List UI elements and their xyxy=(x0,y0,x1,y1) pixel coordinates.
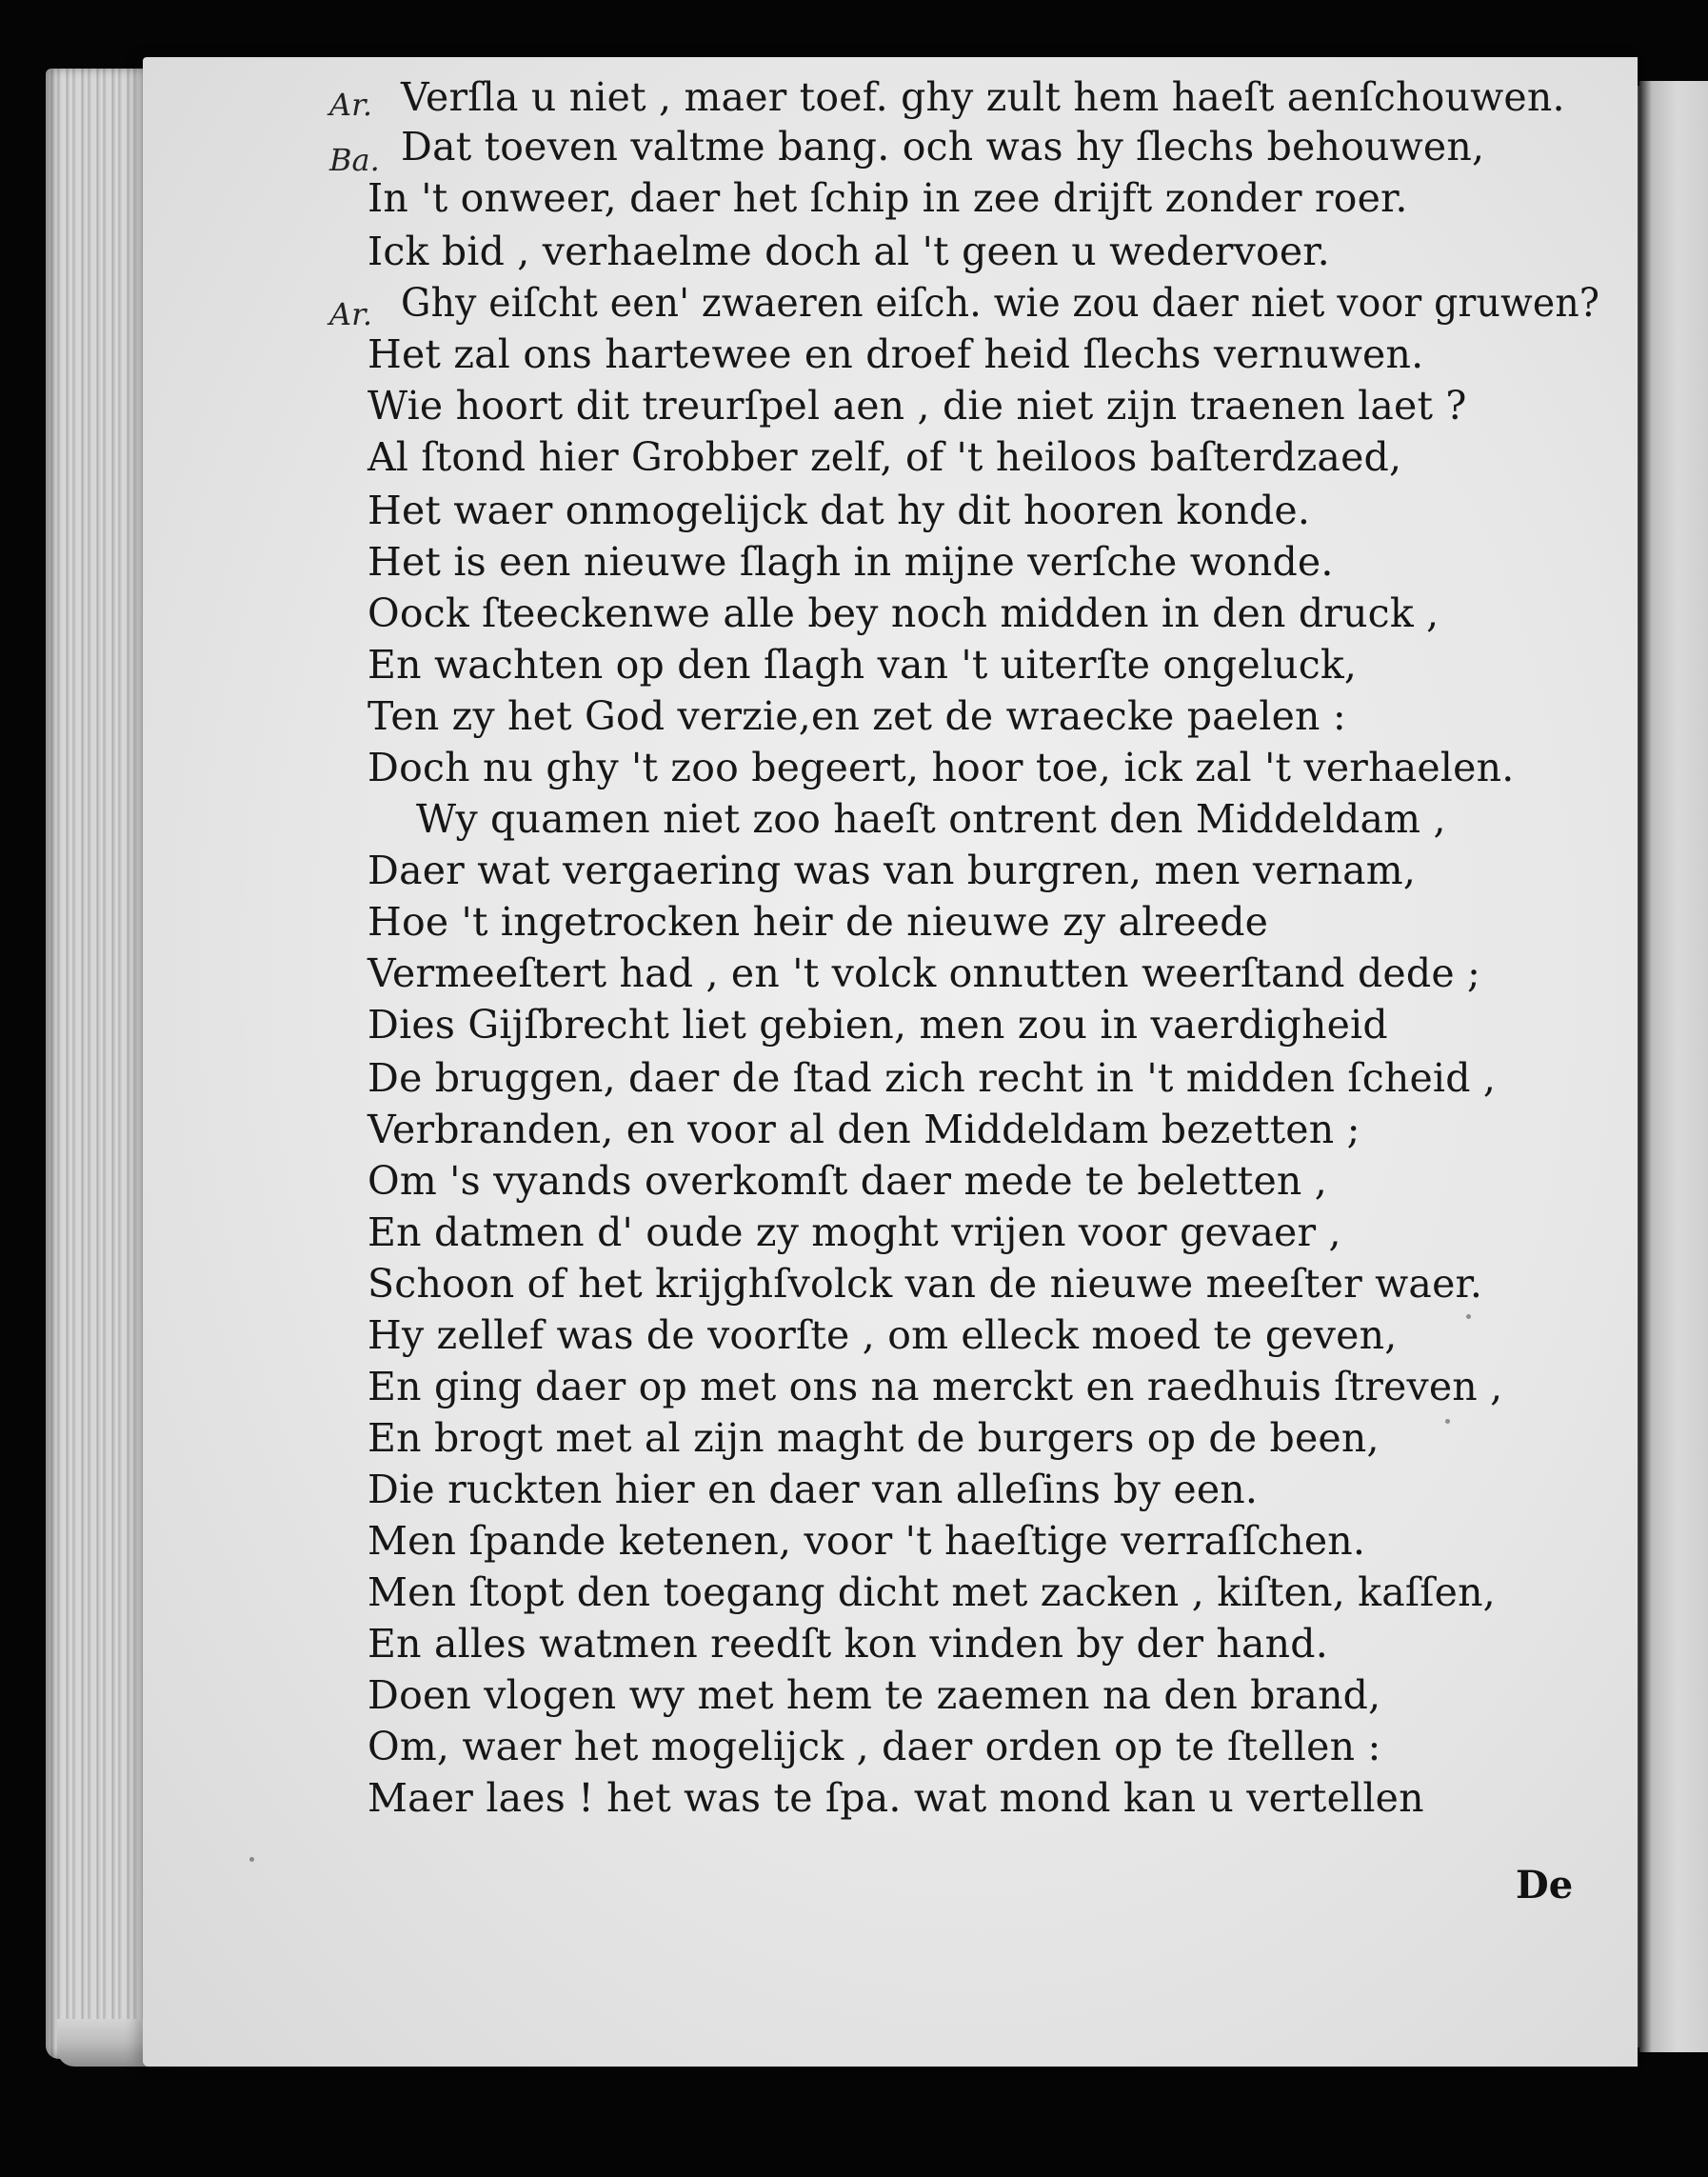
verse-line: Wy quamen niet zoo haeſt ontrent den Middeldam , xyxy=(416,796,1446,842)
verse-line: Dies Gijſbrecht liet gebien, men zou in vaerdigheid xyxy=(367,1002,1388,1048)
verse-line: Al ſtond hier Grobber zelf, of 't heiloos baſterdzaed, xyxy=(367,434,1402,480)
verse-line: Ghy eiſcht een' zwaeren eiſch. wie zou daer niet voor gruwen? xyxy=(401,280,1600,326)
speaker-label: Ar. xyxy=(329,296,373,332)
verse-line: Oock ſteeckenwe alle bey noch midden in den druck , xyxy=(367,590,1440,636)
verse-line: Ick bid , verhaelme doch al 't geen u wedervoer. xyxy=(367,229,1330,274)
verse-line: Het is een nieuwe ſlagh in mijne verſche wonde. xyxy=(367,539,1334,585)
verse-line: Verbranden, en voor al den Middeldam bezetten ; xyxy=(367,1107,1360,1152)
verse-line: Om 's vyands overkomſt daer mede te beletten , xyxy=(367,1158,1327,1204)
facing-page-edge xyxy=(1639,81,1708,2052)
paper-speck xyxy=(1466,1314,1471,1319)
verse-line: Het zal ons hartewee en droef heid ſlechs vernuwen. xyxy=(367,331,1424,377)
printed-page xyxy=(143,57,1638,2067)
verse-line: En ging daer op met ons na merckt en raedhuis ſtreven , xyxy=(367,1364,1503,1409)
verse-line: En wachten op den ſlagh van 't uiterſte ongeluck, xyxy=(367,642,1358,688)
paper-speck xyxy=(1445,1419,1450,1424)
verse-line: De bruggen, daer de ſtad zich recht in 't midden ſcheid , xyxy=(367,1055,1497,1101)
verse-line: Ten zy het God verzie,en zet de wraecke paelen : xyxy=(367,693,1346,739)
catchword: De xyxy=(1516,1863,1574,1907)
verse-line: Dat toeven valtme bang. och was hy ſlechs behouwen, xyxy=(401,124,1485,170)
verse-line: Daer wat vergaering was van burgren, men vernam, xyxy=(367,848,1417,893)
verse-line: Schoon of het krijghſvolck van de nieuwe meeſter waer. xyxy=(367,1261,1483,1307)
paper-speck xyxy=(249,1857,254,1862)
verse-line: Men ſpande ketenen, voor 't haeſtige verraſſchen. xyxy=(367,1518,1366,1564)
verse-line: Hy zellef was de voorſte , om elleck moed te geven, xyxy=(367,1312,1398,1358)
verse-line: En brogt met al zijn maght de burgers op de been, xyxy=(367,1415,1380,1461)
verse-line: En datmen d' oude zy moght vrijen voor gevaer , xyxy=(367,1209,1341,1255)
verse-line: Wie hoort dit treurſpel aen , die niet zijn traenen laet ? xyxy=(367,383,1467,429)
verse-line: En alles watmen reedſt kon vinden by der hand. xyxy=(367,1621,1328,1667)
verse-line: Men ſtopt den toegang dicht met zacken , kiſten, kaſſen, xyxy=(367,1569,1496,1615)
verse-line: In 't onweer, daer het ſchip in zee drijft zonder roer. xyxy=(367,175,1408,221)
verse-line: Verſla u niet , maer toef. ghy zult hem haeſt aenſchouwen. xyxy=(401,74,1565,120)
verse-line: Doen vlogen wy met hem te zaemen na den brand, xyxy=(367,1672,1381,1718)
verse-line: Hoe 't ingetrocken heir de nieuwe zy alreede xyxy=(367,899,1269,945)
verse-line: Om, waer het mogelijck , daer orden op te ſtellen : xyxy=(367,1724,1381,1769)
speaker-label: Ar. xyxy=(329,87,373,123)
verse-line: Het waer onmogelijck dat hy dit hooren konde. xyxy=(367,488,1311,533)
verse-line: Maer laes ! het was te ſpa. wat mond kan u vertellen xyxy=(367,1775,1424,1821)
verse-line: Die ruckten hier en daer van alleſins by een. xyxy=(367,1467,1259,1512)
verse-line: Doch nu ghy 't zoo begeert, hoor toe, ick zal 't verhaelen. xyxy=(367,745,1515,790)
speaker-label: Ba. xyxy=(329,142,380,178)
verse-line: Vermeeſtert had , en 't volck onnutten weerſtand dede ; xyxy=(367,950,1481,996)
